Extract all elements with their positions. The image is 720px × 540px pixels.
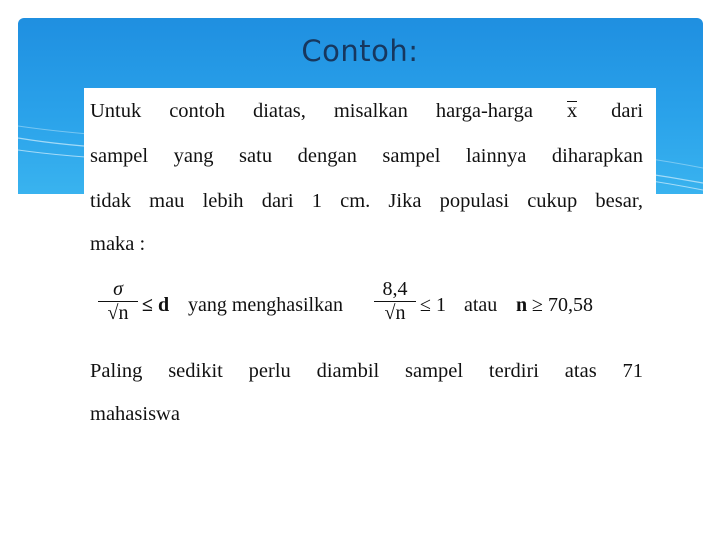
- formula-row: [96, 278, 616, 340]
- connector-text: yang menghasilkan: [188, 294, 343, 316]
- paragraph-line-1: Untuk contoh diatas, misalkan harga-harga x dari: [90, 100, 644, 122]
- slide-title: Contoh:: [301, 34, 419, 68]
- conclusion-line-1: Paling sedikit perlu diambil sampel terdiri atas 71: [90, 360, 643, 382]
- relation-le-d: ≤ d: [142, 294, 170, 316]
- result-value: ≥ 70,58: [532, 294, 593, 316]
- paragraph-line-4: maka :: [90, 233, 146, 255]
- conclusion-line-2: mahasiswa: [90, 403, 180, 425]
- x-bar-symbol: x: [566, 100, 578, 122]
- paragraph-line-2: sampel yang satu dengan sampel lainnya diharapkan: [90, 145, 643, 167]
- paragraph-line-3: tidak mau lebih dari 1 cm. Jika populasi cukup besar,: [90, 190, 643, 212]
- fraction-84-over-root-n: 8,4 √n: [374, 278, 416, 325]
- result-variable: n: [516, 294, 528, 316]
- relation-le-1: ≤ 1: [420, 294, 446, 316]
- or-word: atau: [464, 294, 498, 316]
- fraction-sigma-over-root-n: σ √n: [98, 278, 138, 325]
